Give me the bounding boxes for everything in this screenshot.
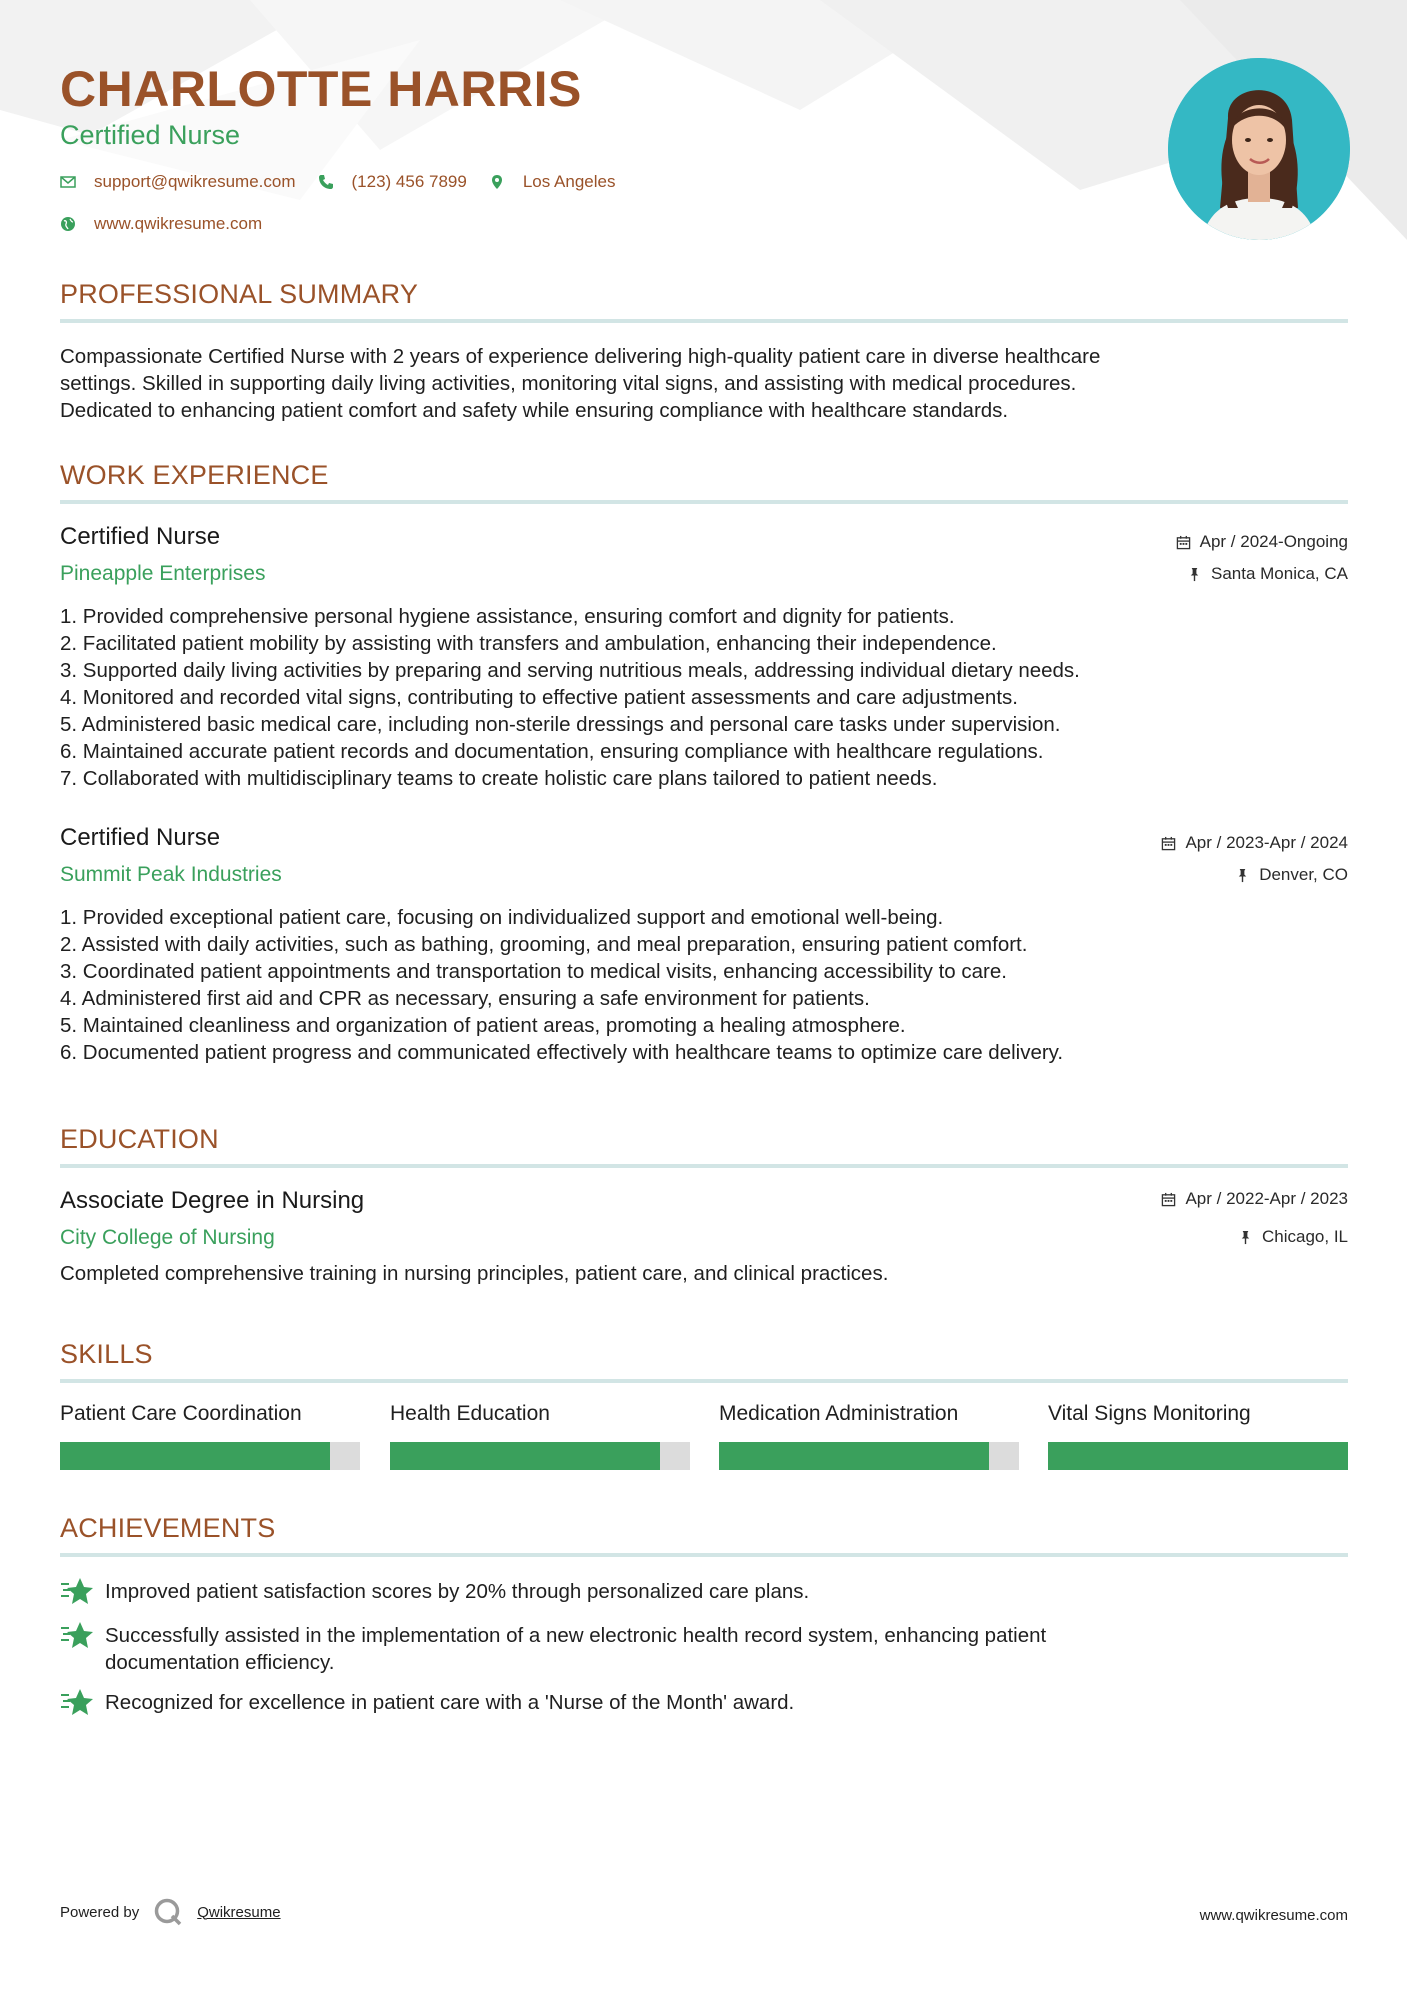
qwikresume-logo-icon bbox=[153, 1897, 183, 1927]
achievement-text bbox=[105, 1622, 1285, 1676]
achievement-text bbox=[105, 1689, 1285, 1717]
section-education-header bbox=[60, 1124, 1348, 1168]
achievement-line: Recognized for excellence in patient care with a 'Nurse of the Month' award. bbox=[105, 1691, 795, 1714]
location-text: Chicago, IL bbox=[1262, 1227, 1348, 1246]
section-title: WORK EXPERIENCE bbox=[60, 460, 329, 490]
list-item: 5. Maintained cleanliness and organization of patient areas, promoting a healing atmosphere. bbox=[60, 1014, 906, 1037]
job-company: Summit Peak Industries bbox=[60, 863, 282, 886]
avatar-portrait bbox=[1168, 58, 1350, 240]
contact-website[interactable] bbox=[60, 214, 262, 234]
list-item: 6. Maintained accurate patient records and documentation, ensuring compliance with healthcare regulations. bbox=[60, 740, 1044, 763]
skill-bar bbox=[1048, 1442, 1348, 1470]
location-text: Denver, CO bbox=[1259, 865, 1348, 884]
summary-line: Dedicated to enhancing patient comfort and safety while ensuring compliance with healthcare standards. bbox=[60, 399, 1009, 422]
skill-name: Patient Care Coordination bbox=[60, 1402, 302, 1425]
contact-row-website bbox=[60, 214, 284, 234]
section-divider bbox=[60, 500, 1348, 504]
list-item: 3. Coordinated patient appointments and transportation to medical visits, enhancing accessibility to care. bbox=[60, 960, 1007, 983]
skill-name: Medication Administration bbox=[719, 1402, 959, 1425]
achievement-item bbox=[60, 1578, 1348, 1606]
contact-location bbox=[489, 172, 616, 192]
skill-name: Vital Signs Monitoring bbox=[1048, 1402, 1251, 1425]
list-item: 3. Supported daily living activities by preparing and serving nutritious meals, addressing individual dietary needs. bbox=[60, 659, 1080, 682]
skill-item bbox=[719, 1402, 1019, 1470]
dates-text: Apr / 2024-Ongoing bbox=[1199, 532, 1348, 551]
envelope-icon bbox=[60, 174, 76, 190]
section-divider bbox=[60, 1553, 1348, 1557]
job-bullet-list bbox=[60, 603, 1348, 792]
list-item: 2. Facilitated patient mobility by assisting with transfers and ambulation, enhancing their independence. bbox=[60, 632, 997, 655]
skill-bar-fill bbox=[60, 1442, 330, 1470]
skill-bar bbox=[719, 1442, 1019, 1470]
achievement-line: Successfully assisted in the implementation of a new electronic health record system, enhancing patient bbox=[105, 1624, 1047, 1647]
pushpin-icon bbox=[1235, 868, 1250, 883]
skill-bar-fill bbox=[719, 1442, 989, 1470]
skill-bar bbox=[390, 1442, 690, 1470]
section-summary-header bbox=[60, 279, 1348, 323]
section-title: SKILLS bbox=[60, 1339, 153, 1369]
skill-item bbox=[60, 1402, 360, 1470]
education-location bbox=[1238, 1227, 1348, 1247]
candidate-title: Certified Nurse bbox=[60, 120, 241, 150]
job-bullet-list bbox=[60, 904, 1348, 1066]
job-location bbox=[1187, 564, 1348, 584]
skill-bar-fill bbox=[390, 1442, 660, 1470]
calendar-icon bbox=[1176, 535, 1191, 550]
location-text: Santa Monica, CA bbox=[1210, 564, 1348, 583]
section-title: PROFESSIONAL SUMMARY bbox=[60, 279, 419, 309]
job-company: Pineapple Enterprises bbox=[60, 562, 266, 585]
achievement-item bbox=[60, 1689, 1348, 1717]
skill-bar-fill bbox=[1048, 1442, 1348, 1470]
section-divider bbox=[60, 1164, 1348, 1168]
avatar bbox=[1168, 58, 1350, 240]
summary-line: Compassionate Certified Nurse with 2 years of experience delivering high-quality patient care in diverse healthcare bbox=[60, 345, 1101, 368]
list-item: 5. Administered basic medical care, including non-sterile dressings and personal care tasks under supervision. bbox=[60, 713, 1061, 736]
job-dates bbox=[1176, 532, 1348, 552]
list-item: 2. Assisted with daily activities, such as bathing, grooming, and meal preparation, ensuring patient comfort. bbox=[60, 933, 1028, 956]
list-item: 6. Documented patient progress and communicated effectively with healthcare teams to optimize care delivery. bbox=[60, 1041, 1064, 1064]
achievement-text bbox=[105, 1578, 1285, 1606]
dates-text: Apr / 2022-Apr / 2023 bbox=[1185, 1189, 1348, 1208]
section-divider bbox=[60, 319, 1348, 323]
website-text[interactable]: www.qwikresume.com bbox=[94, 214, 263, 233]
phone-icon bbox=[318, 174, 334, 190]
powered-by-label: Powered by bbox=[60, 1903, 140, 1921]
location-text: Los Angeles bbox=[522, 172, 616, 191]
list-item: 1. Provided comprehensive personal hygiene assistance, ensuring comfort and dignity for patients. bbox=[60, 605, 955, 628]
map-pin-icon bbox=[489, 174, 505, 190]
resume-page bbox=[60, 0, 1348, 1990]
footer-brand-link[interactable]: Qwikresume bbox=[197, 1903, 281, 1921]
list-item: 7. Collaborated with multidisciplinary teams to create holistic care plans tailored to patient needs. bbox=[60, 767, 938, 790]
education-dates bbox=[1161, 1189, 1348, 1209]
contact-phone[interactable] bbox=[318, 172, 467, 192]
achievement-item bbox=[60, 1622, 1348, 1676]
job-title: Certified Nurse bbox=[60, 824, 221, 851]
section-divider bbox=[60, 1379, 1348, 1383]
dates-text: Apr / 2023-Apr / 2024 bbox=[1185, 833, 1348, 852]
star-icon bbox=[60, 1576, 94, 1606]
star-icon bbox=[60, 1620, 94, 1650]
list-item: 4. Monitored and recorded vital signs, contributing to effective patient assessments and care adjustments. bbox=[60, 686, 1018, 709]
contact-row bbox=[60, 172, 637, 192]
section-skills-header bbox=[60, 1339, 1348, 1383]
skill-name: Health Education bbox=[390, 1402, 550, 1425]
education-description: Completed comprehensive training in nursing principles, patient care, and clinical practices. bbox=[60, 1262, 889, 1285]
section-achievements-header bbox=[60, 1513, 1348, 1557]
job-title: Certified Nurse bbox=[60, 523, 221, 550]
summary-text bbox=[60, 343, 1348, 424]
summary-line: settings. Skilled in supporting daily living activities, monitoring vital signs, and assisting with medical procedures. bbox=[60, 372, 1077, 395]
pushpin-icon bbox=[1238, 1230, 1253, 1245]
footer-website[interactable]: www.qwikresume.com bbox=[1199, 1907, 1348, 1924]
education-school: City College of Nursing bbox=[60, 1226, 275, 1249]
job-dates bbox=[1161, 833, 1348, 853]
list-item: 4. Administered first aid and CPR as necessary, ensuring a safe environment for patients. bbox=[60, 987, 870, 1010]
achievement-line: documentation efficiency. bbox=[105, 1651, 335, 1674]
skill-bar bbox=[60, 1442, 360, 1470]
section-title: ACHIEVEMENTS bbox=[60, 1513, 276, 1543]
achievement-line: Improved patient satisfaction scores by 20% through personalized care plans. bbox=[105, 1580, 810, 1603]
candidate-name: CHARLOTTE HARRIS bbox=[60, 61, 582, 117]
email-text[interactable]: support@qwikresume.com bbox=[94, 172, 296, 191]
contact-email[interactable] bbox=[60, 172, 296, 192]
calendar-icon bbox=[1161, 1192, 1176, 1207]
footer-powered-by bbox=[60, 1897, 281, 1927]
skill-item bbox=[1048, 1402, 1348, 1470]
education-degree: Associate Degree in Nursing bbox=[60, 1187, 365, 1214]
star-icon bbox=[60, 1687, 94, 1717]
globe-icon bbox=[60, 216, 76, 232]
skill-item bbox=[390, 1402, 690, 1470]
calendar-icon bbox=[1161, 836, 1176, 851]
section-title: EDUCATION bbox=[60, 1124, 219, 1154]
section-experience-header bbox=[60, 460, 1348, 504]
list-item: 1. Provided exceptional patient care, focusing on individualized support and emotional well-being. bbox=[60, 906, 944, 929]
job-location bbox=[1235, 865, 1348, 885]
pushpin-icon bbox=[1187, 567, 1202, 582]
phone-text[interactable]: (123) 456 7899 bbox=[351, 172, 467, 191]
